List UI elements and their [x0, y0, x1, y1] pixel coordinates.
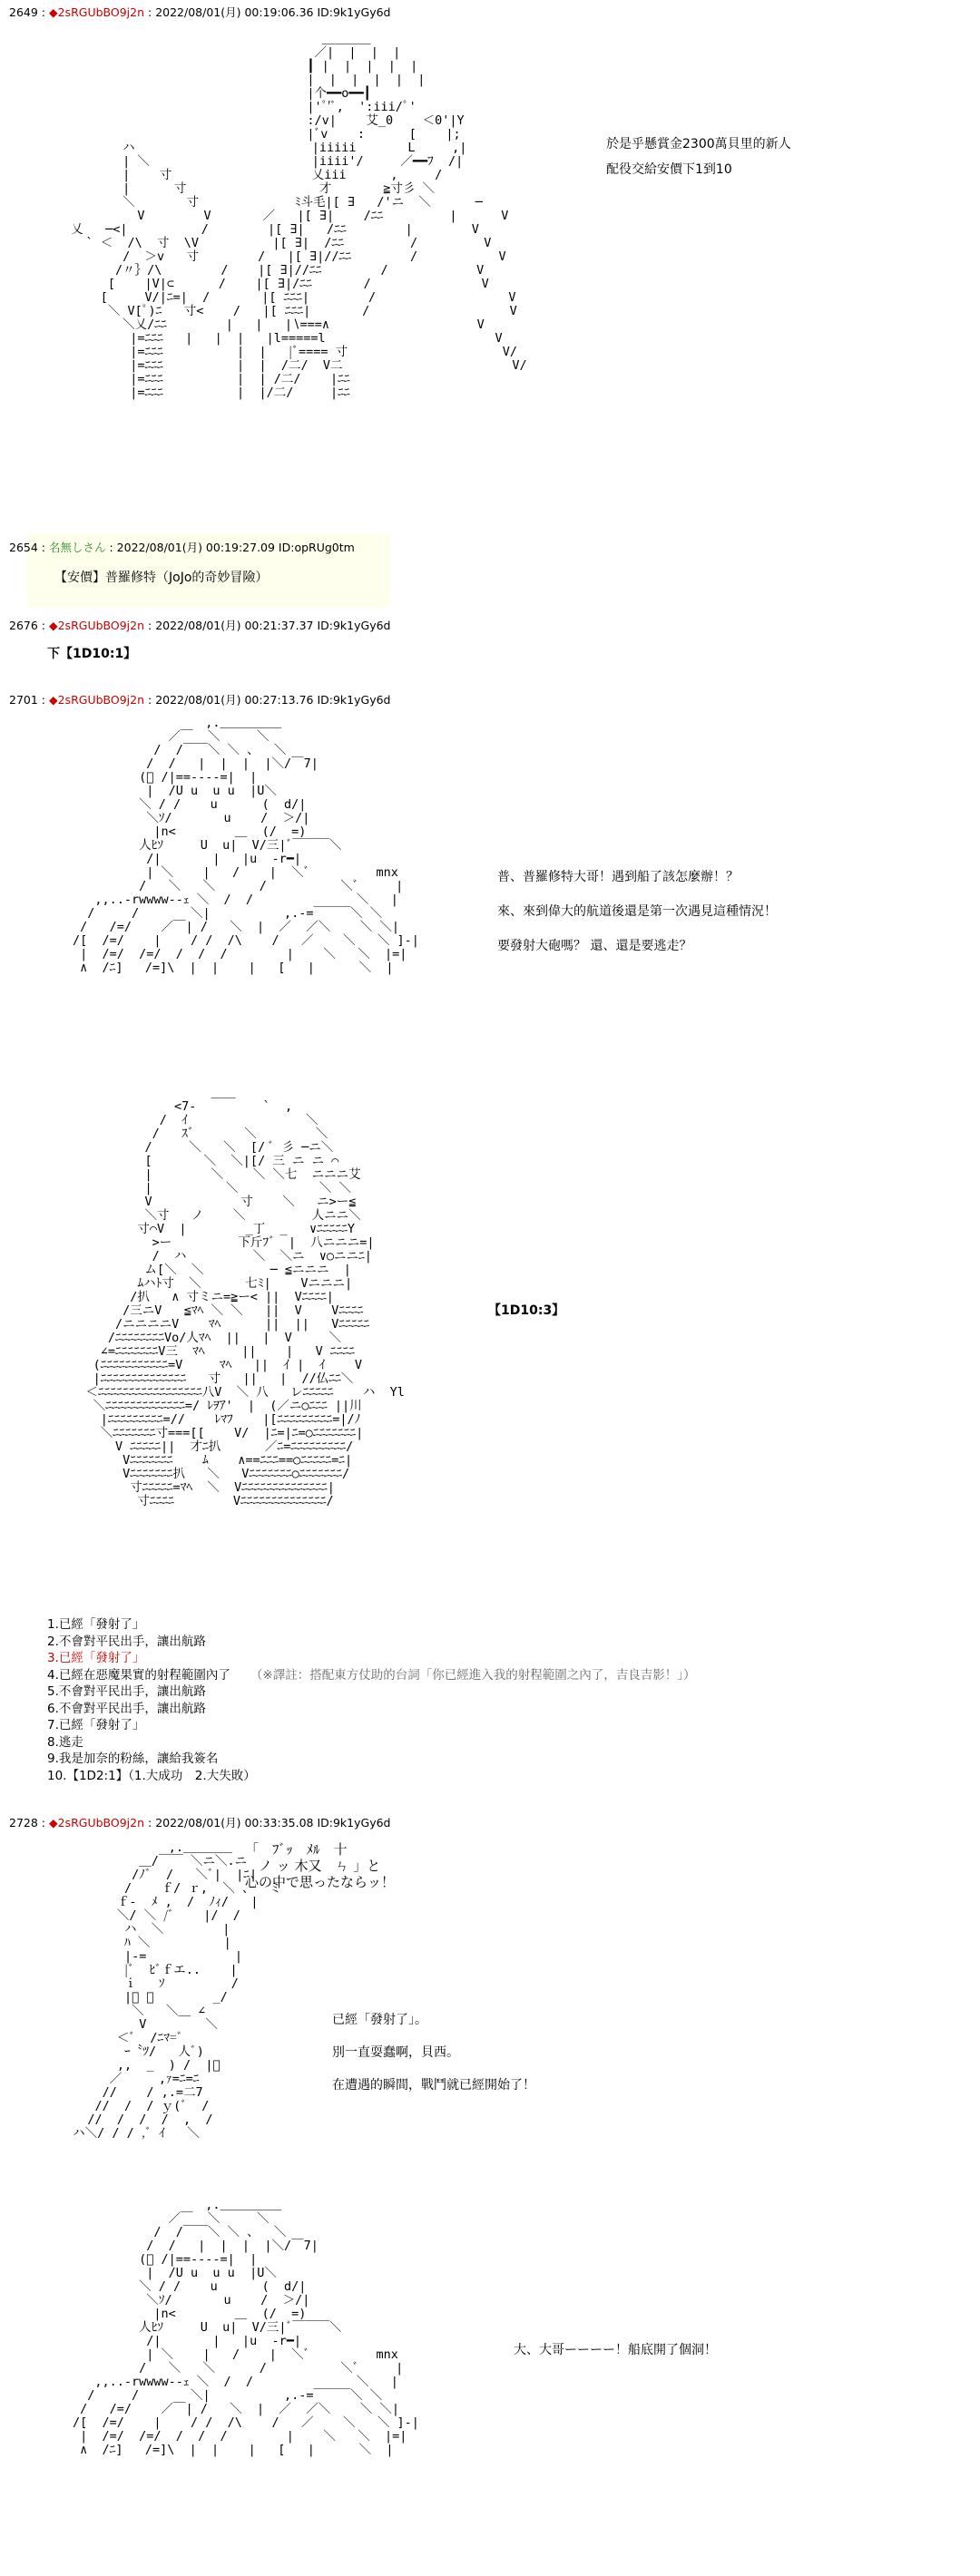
post-text-line: 普、普羅修特大哥！遇到船了該怎麼辦！？ [497, 870, 739, 884]
trip-code[interactable]: ◆2sRGUbBO9j2n [48, 5, 145, 19]
choice-item: 5.不會對平民出手，讓出航路 [47, 1684, 206, 1699]
poster-name[interactable]: 名無しさん [48, 541, 106, 554]
trip-code[interactable]: ◆2sRGUbBO9j2n [48, 619, 145, 632]
post-text-line: 於是乎懸賞金2300萬貝里的新人 [606, 137, 791, 151]
ascii-art-sword-character: ＿＿＿＿ ／| | | | ┃ | | | | | | | | | | | |个━━o━━┃ |'ﾟ'ﾞ, ':iii/ﾟ' :/v| 艾_0 ＜0'|Y |ﾞv : [ |; ハ |iiiii L ,| | ＼ |iiii'/ ／━━ﾌ /| | 寸 乂iii , / | 寸 才 ≧寸彡 ＼ ＼ 寸 ﾐ斗毛|[ ∃ /'ニ ＼ ─ V V ／ |[ ∃| /ﾆﾆ | V 乂 ─<| / |[ ∃| /ﾆﾆ | V ` ＜ /\ 寸 \V |[ ∃| /ﾆﾆ / V / ＞v 寸 / |[ ∃|//ﾆﾆ / V /〃｝/\ / |[ ∃|//ﾆﾆ / V [ |V|⊂ / |[ ∃|/ﾆﾆ / V [ V/|ﾆ=| / |[ ﾆﾆﾆ| / V ＼ V[ﾟ)ﾆ 寸< / |[ ﾆﾆﾆ| / V ＼乂/ﾆﾆ | | |∖===∧ V |=ﾆﾆﾆ | | | |l=====l V |=ﾆﾆﾆ | | |ﾞ==== 寸 V/ |=ﾆﾆﾆ | | /二/ V二 V/ |=ﾆﾆﾆ | | /二/ |ﾆﾆ |=ﾆﾆﾆ | |/二/ |ﾆﾆ [71, 32, 527, 400]
ascii-art-character-cigarette: ＿＿ <7- ` , / ｲ ＼ / ｽ゛ ＼ ＼ / ＼ ＼ [/ ﾞ 彡 ─ニ＼ [ ＼ ＼|[/ 三 ニ ニ ⌒ | ＼ ＼ ＼七 ニニニ艾 | ＼ ＼ ＼ V 寸 ＼ ニ>ー≦ ＼寸 ノ ＼ 人ニニ＼ 寸⌒V | _丁 _ ∨ﾆﾆﾆﾆﾆY >ー 下斤ﾌ゛ | 八ニニニ=| / ハ ＼ ＼ニ ∨○ニニﾆ| ム[＼ ＼ ─ ≦ニニニ | ﾑハﾄ寸 ＼ 七ﾐ| Vニニニ| /扒 ∧ 寸ミニ=≧ー< || Vﾆﾆﾆﾆ| /三ニV ≦ﾏﾍ ＼ ＼ || V Vﾆﾆﾆﾆ /ニニニニV ﾏﾍ || || Vﾆﾆﾆﾆﾆ /ﾆﾆﾆﾆﾆﾆﾆﾆVo/人ﾏﾍ || | V ＼ ∠=ﾆﾆﾆﾆﾆﾆﾆV三 ﾏﾍ || | V ﾆﾆﾆﾆ (ﾆﾆﾆﾆﾆﾆﾆﾆﾆﾆﾆ=V ﾏﾍ || ｲ | ｲ V |ﾆﾆﾆﾆﾆﾆﾆﾆﾆﾆﾆﾆﾆﾆ 寸 || | //仏ﾆﾆ＼ ＜ﾆﾆﾆﾆﾆﾆﾆﾆﾆﾆﾆﾆﾆﾆﾆﾆﾆ八V ＼ 八 レﾆﾆﾆﾆﾆ ハ Yl ＼ﾆﾆﾆﾆﾆﾆﾆﾆﾆﾆﾆﾆﾆ=/ ﾚｦｱ' | (／ニ○ﾆﾆﾆ ||川 |ﾆﾆﾆﾆﾆﾆﾆﾆﾆ=// ﾚﾏﾌ |[ﾆﾆﾆﾆﾆﾆﾆﾆﾆ=|/ﾉ ＼ﾆﾆﾆﾆﾆﾆﾆ寸===[[ V/ |ﾆ=|ﾆ=○ﾆﾆﾆﾆﾆﾆﾆ| V ﾆﾆﾆﾆﾆ|| 才ﾆ扒 ／ﾆ=ﾆﾆﾆﾆﾆﾆﾆﾆﾆ/ Vﾆﾆﾆﾆﾆﾆﾆ ﾑ ∧==ﾆﾆﾆ==○ﾆﾆﾆﾆﾆ=ﾆ| Vﾆﾆﾆﾆﾆﾆﾆ扒 ＼ Vﾆﾆﾆﾆﾆﾆﾆ○ﾆﾆﾆﾆﾆﾆﾆ/ 寸ﾆﾆﾆﾆﾆ=ﾏﾍ ＼ Vﾆﾆﾆﾆﾆﾆﾆﾆﾆﾆﾆﾆﾆﾆ| 寸ﾆﾆﾆﾆ Vﾆﾆﾆﾆﾆﾆﾆﾆﾆﾆﾆﾆﾆﾆ/ [85, 1086, 405, 1508]
jp-line: 「 ﾌﾞｯ ﾒﾙ 十 [245, 1841, 348, 1858]
choice-item: 9.我是加奈的粉絲，讓給我簽名 [47, 1751, 219, 1766]
trip-code[interactable]: ◆2sRGUbBO9j2n [48, 693, 145, 707]
choice-item: 2.不會對平民出手，讓出航路 [47, 1634, 206, 1649]
post-text-line: 已經「發射了」。 [332, 2013, 427, 2027]
post-text-line: 配役交給安價下1到10 [606, 162, 732, 177]
choice-item: 1.已經「發射了」 [47, 1617, 145, 1632]
post-text-line: 別一直耍蠢啊，貝西。 [332, 2045, 459, 2060]
choice-list [47, 1616, 695, 1784]
post-header-2728: 2728 : ◆2sRGUbBO9j2n : 2022/08/01(月) 00:33:35.08 ID:9k1yGy6d [9, 1816, 391, 1830]
post-header-2649: 2649 : ◆2sRGUbBO9j2n : 2022/08/01(月) 00:19:06.36 ID:9k1yGy6d [9, 5, 391, 19]
post-header-2676: 2676 : ◆2sRGUbBO9j2n : 2022/08/01(月) 00:21:37.37 ID:9k1yGy6d [9, 619, 391, 632]
choice-item-selected: 3.已經「發射了」 [47, 1651, 145, 1665]
jp-line: ノ ッ 木又 ㄣ 」と [245, 1858, 381, 1874]
translator-note: （※譯註：搭配東方仗助的台詞「你已經進入我的射程範圍之內了，吉良吉影！」） [250, 1667, 696, 1683]
post-header-2701: 2701 : ◆2sRGUbBO9j2n : 2022/08/01(月) 00:27:13.76 ID:9k1yGy6d [9, 693, 391, 707]
jp-inner-thought [245, 1841, 395, 1890]
choice-item: 7.已經「發射了」 [47, 1718, 145, 1732]
ascii-art-character-side: ,.＿＿＿＿ ＿/￣￣ ＼ニ＼.ニ /ﾉﾞ / ＼ﾞ| |ﾆ| / ｆ/ ｒ, ＼ 、 ミ ｆ- ﾒ , / ﾉｨ/ | ＼/ ＼ /ﾞ |/ / ハ ＼ | ﾊ ＼ | |-= | |ﾞ ﾋﾞｆエ.. | ｉ ｿ / |ﾞ ＼ _/ ＼ ＼＿ ∠ V ＼ ＜ﾞ /ﾆﾏ=ﾞ ｰ〝ﾂ/ 人ﾞ) ,, _ ) / |ﾞ ／ ,ｧ=ﾆ=ﾆ // / ,.=二7 // / / ｙ(ﾞ / // / / / , / ハ＼/ / / ,ﾞ ｲ ＼ [73, 1840, 282, 2141]
reply-text: 【安價】普羅修特（JoJo的奇妙冒險） [54, 571, 269, 585]
dice-result: 下【1D10:1】 [47, 647, 137, 661]
choice-item: 10.【1D2:1】（1.大成功 2.大失敗） [47, 1768, 256, 1783]
ascii-art-character-scared: ,.＿＿＿＿＿ ／￣ ＼ ＼ / /￣￣＼ ＼ 、 ＼ / / | | | |＼/￣7| (ﾞ /|==----=| | | /U u u u |U＼ ＼ / / u ( d/| ＼ｿ/ u / ＞/| |n< ＿ (/ =) 人ﾋｿ U u| V/三|ﾞ￣￣￣＼ /| | |u -r━| | ＼ | / | ＼ﾞ mnx / ＼ ＼ / ＼ﾞ | ,,..-rwwww--ｪ ＼ / / ＼ | / / ＼| ,.-=￣￣￣＼ ＼ / /=/ ／￣| / ＼ | ／ ／＼ ＼ ＼| /[ /=/ | / / /\ / ／ ＼ ＼ ]-| | /=/ /=/ / / / | ＼ ＼ |=| ∧ /ﾆ] /=]\ | | | [ | ＼ | [73, 716, 419, 975]
choice-item: 8.逃走 [47, 1734, 83, 1750]
post-text-line: 在遭遇的瞬間，戰鬥就已經開始了！ [332, 2078, 535, 2093]
choice-item: 6.不會對平民出手，讓出航路 [47, 1701, 206, 1716]
jp-line: 心の中で思ったならッ！ [245, 1874, 396, 1890]
dice-result: 【1D10:3】 [488, 1303, 565, 1318]
post-text-line: 大、大哥ーーーー！船底開了個洞！ [514, 2343, 717, 2357]
ascii-art-character-scared-repeat: ,.＿＿＿＿＿ ／￣ ＼ ＼ / /￣￣＼ ＼ 、 ＼ / / | | | |＼/￣7| (ﾞ /|==----=| | | /U u u u |U＼ ＼ / / u ( d/| ＼ｿ/ u / ＞/| |n< ＿ (/ =) 人ﾋｿ U u| V/三|ﾞ￣￣￣＼ /| | |u -r━| | ＼ | / | ＼ﾞ mnx / ＼ ＼ / ＼ﾞ | ,,..-rwwww--ｪ ＼ / / ＼ | / / ＼| ,.-=￣￣￣＼ ＼ / /=/ ／￣| / ＼ | ／ ／＼ ＼ ＼| /[ /=/ | / / /\ / ／ ＼ ＼ ]-| | /=/ /=/ / / / | ＼ ＼ |=| ∧ /ﾆ] /=]\ | | | [ | ＼ | [73, 2198, 419, 2457]
post-text-line: 要發射大砲嗎？ 還、還是要逃走？ [497, 939, 692, 953]
choice-item: 4.已經在惡魔果實的射程範圍內了 （※譯註：搭配東方仗助的台詞「你已經進入我的射程範圍之內了，吉良吉影！」） [47, 1667, 696, 1683]
trip-code[interactable]: ◆2sRGUbBO9j2n [48, 1816, 145, 1830]
post-header-2654: 2654 : 名無しさん : 2022/08/01(月) 00:19:27.09 ID:opRUg0tm [9, 541, 355, 554]
post-text-line: 來、來到偉大的航道後還是第一次遇見這種情況！ [497, 904, 777, 919]
